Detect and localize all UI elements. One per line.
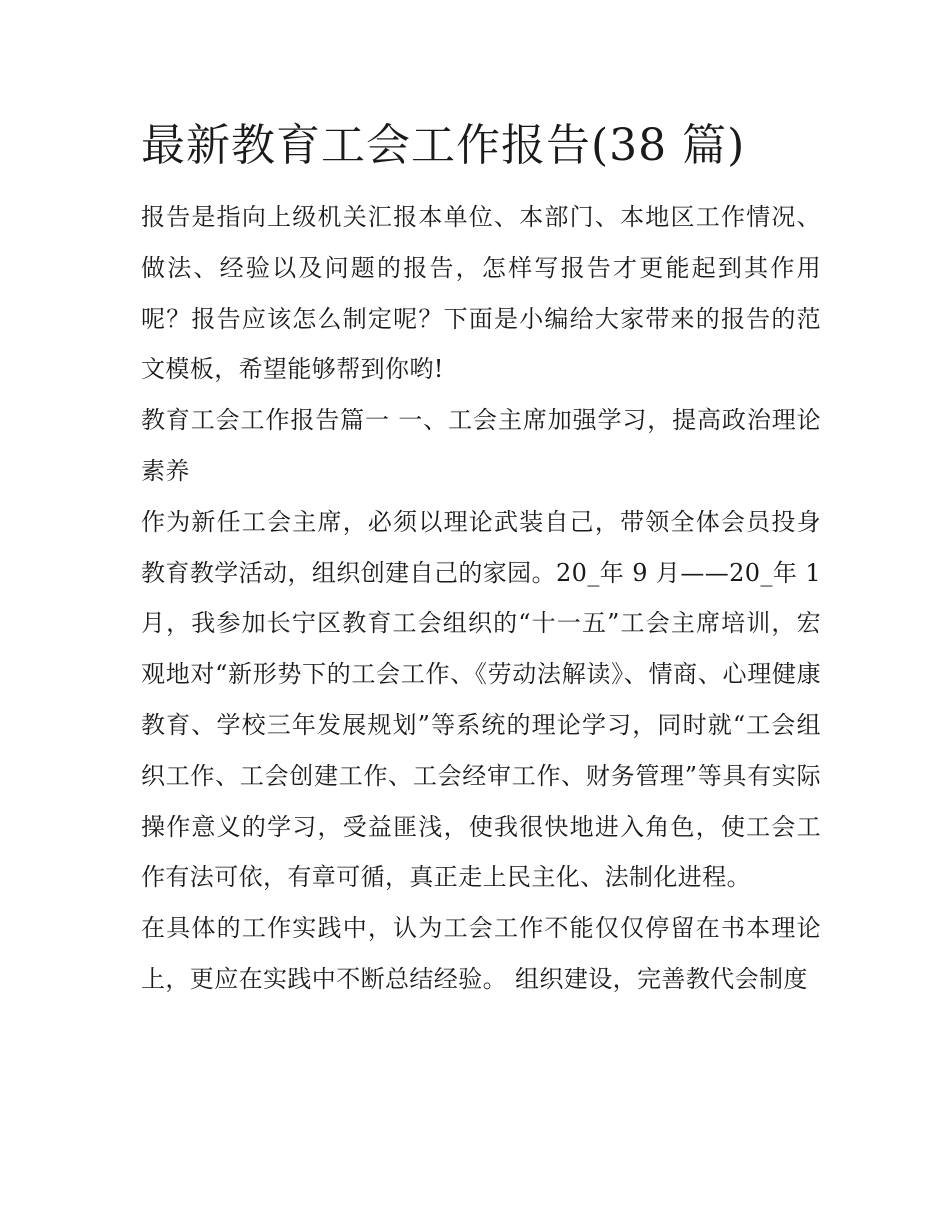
document-page: [141, 110, 821, 1005]
paragraph-section-heading: 教育工会工作报告篇一 一、工会主席加强学习，提高政治理论素养: [141, 406, 821, 485]
paragraph-intro: 报告是指向上级机关汇报本单位、本部门、本地区工作情况、做法、经验以及问题的报告，怎样写报告才更能起到其作用呢？报告应该怎么制定呢？下面是小编给大家带来的报告的范文模板，希望能够帮到你哟!: [141, 203, 821, 384]
document-title: 最新教育工会工作报告(38 篇): [141, 120, 746, 171]
paragraph-practice: 在具体的工作实践中，认为工会工作不能仅仅停留在书本理论上，更应在实践中不断总结经验。 组织建设，完善教代会制度: [141, 914, 821, 993]
paragraph-study: 作为新任工会主席，必须以理论武装自己，带领全体会员投身教育教学活动，组织创建自己的家园。20_年 9 月——20_年 1 月，我参加长宁区教育工会组织的“十一五”工会主席培训，宏观地对“新形势下的工会工作、《劳动法解读》、情商、心理健康教育、学校三年发展规划”等系统的理论学习，同时就“工会组织工作、工会创建工作、工会经审工作、财务管理”等具有实际操作意义的学习，受益匪浅，使我很快地进入角色，使工会工作有法可依，有章可循，真正走上民主化、法制化进程。: [141, 507, 821, 892]
